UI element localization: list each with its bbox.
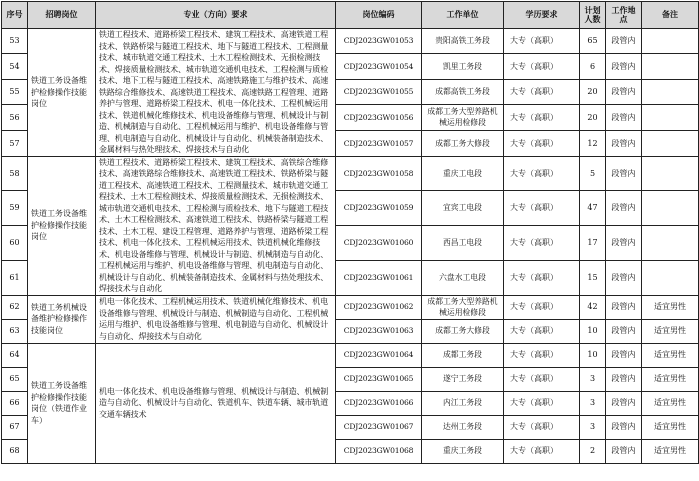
education-cell: 大专（高职）: [504, 439, 580, 463]
note-cell: [642, 54, 699, 79]
location-cell: 段管内: [606, 104, 642, 130]
note-cell: 适宜男性: [642, 367, 699, 391]
seq-cell: 60: [2, 226, 28, 261]
education-cell: 大专（高职）: [504, 226, 580, 261]
note-cell: 适宜男性: [642, 343, 699, 367]
count-cell: 2: [580, 439, 606, 463]
seq-cell: 57: [2, 131, 28, 156]
code-cell: CDJ2023GW01066: [336, 391, 422, 415]
code-cell: CDJ2023GW01053: [336, 29, 422, 54]
position-cell: 铁道工务设备维护检修操作技能岗位: [28, 156, 96, 295]
code-cell: CDJ2023GW01064: [336, 343, 422, 367]
major-cell: 铁道工程技术、道路桥梁工程技术、建筑工程技术、高速铁道工程技术、铁路桥梁与隧道工程技术、地下与隧道工程技术、工程测量技术、城市轨道交通工程技术、土木工程检测技术、无损检测技术、焊接质量检测技术、城市轨道交通机电技术、工程检测与质检技术、地下工程与隧道工程技术、高速铁路施工与维护技术、高速铁路综合维修技术、高速铁道工程技术、高速铁路工程管理、道路养护与管理、道路桥梁工程技术、机电一体化技术、工程机械运用技术、铁道机械化维修技术、机电设备维修与管理、机械设计与制造、机械制造与自动化、工程机械运用与维护、机电设备维修与管理、机电制造与自动化、机械设计与自动化、机械装备制造技术、金属材料与热处理技术、焊接技术与自动化: [96, 29, 336, 157]
location-cell: 段管内: [606, 391, 642, 415]
position-cell: 铁道工务设备维护检修操作技能岗位（铁道作业车）: [28, 343, 96, 463]
note-cell: [642, 260, 699, 295]
count-cell: 10: [580, 343, 606, 367]
education-cell: 大专（高职）: [504, 79, 580, 104]
note-cell: [642, 191, 699, 226]
note-cell: [642, 226, 699, 261]
major-cell: 机电一体化技术、机电设备维修与管理、机械设计与制造、机械制造与自动化、机械设计与自动化、铁道机车、铁道车辆、城市轨道交通车辆技术: [96, 343, 336, 463]
header-major: 专业（方向）要求: [96, 2, 336, 29]
code-cell: CDJ2023GW01055: [336, 79, 422, 104]
seq-cell: 65: [2, 367, 28, 391]
seq-cell: 62: [2, 295, 28, 319]
note-cell: 适宜男性: [642, 415, 699, 439]
major-cell: 铁道工程技术、道路桥梁工程技术、建筑工程技术、高铁综合维修技术、高速铁路综合维修技术、高速铁道工程技术、铁路桥梁与隧道工程技术、高速铁道工程技术、工程测量技术、城市轨道交通工程技术、土木工程检测技术、焊接质量检测技术、无损检测技术、城市轨道交通机电技术、工程检测与质检技术、地下与隧道工程技术、土木工程检测技术、高速铁道工程技术、铁路桥梁与隧道工程技术、土木工程、建设工程管理、道路养护与管理、道路桥梁工程技术、机电一体化技术、工程机械运用技术、铁道机械化维修技术、机电设备维修与管理、机械设计与制造、机械制造与自动化、工程机械运用与维护、机电设备维修与管理、机电制造与自动化、机械设计与自动化、机械装备制造技术、金属材料与热处理技术、焊接技术与自动化: [96, 156, 336, 295]
code-cell: CDJ2023GW01062: [336, 295, 422, 319]
code-cell: CDJ2023GW01054: [336, 54, 422, 79]
unit-cell: 西昌工电段: [422, 226, 504, 261]
unit-cell: 六盘水工电段: [422, 260, 504, 295]
seq-cell: 66: [2, 391, 28, 415]
seq-cell: 54: [2, 54, 28, 79]
code-cell: CDJ2023GW01063: [336, 319, 422, 343]
unit-cell: 成都工务大修段: [422, 319, 504, 343]
unit-cell: 成都工务大型养路机械运用检修段: [422, 104, 504, 130]
location-cell: 段管内: [606, 191, 642, 226]
education-cell: 大专（高职）: [504, 415, 580, 439]
note-cell: [642, 131, 699, 156]
unit-cell: 内江工务段: [422, 391, 504, 415]
location-cell: 段管内: [606, 415, 642, 439]
location-cell: 段管内: [606, 54, 642, 79]
header-code: 岗位编码: [336, 2, 422, 29]
seq-cell: 55: [2, 79, 28, 104]
unit-cell: 贵阳高铁工务段: [422, 29, 504, 54]
count-cell: 10: [580, 319, 606, 343]
seq-cell: 67: [2, 415, 28, 439]
seq-cell: 58: [2, 156, 28, 191]
education-cell: 大专（高职）: [504, 343, 580, 367]
code-cell: CDJ2023GW01061: [336, 260, 422, 295]
code-cell: CDJ2023GW01067: [336, 415, 422, 439]
unit-cell: 重庆工务段: [422, 439, 504, 463]
table-row: [2, 343, 699, 367]
count-cell: 3: [580, 415, 606, 439]
header-note: 备注: [642, 2, 699, 29]
count-cell: 65: [580, 29, 606, 54]
table-row: [2, 29, 699, 54]
seq-cell: 56: [2, 104, 28, 130]
unit-cell: 遂宁工务段: [422, 367, 504, 391]
unit-cell: 成都工务大型养路机械运用检修段: [422, 295, 504, 319]
table-body: [2, 29, 699, 464]
count-cell: 6: [580, 54, 606, 79]
count-cell: 12: [580, 131, 606, 156]
location-cell: 段管内: [606, 29, 642, 54]
education-cell: 大专（高职）: [504, 191, 580, 226]
unit-cell: 宜宾工电段: [422, 191, 504, 226]
seq-cell: 59: [2, 191, 28, 226]
seq-cell: 61: [2, 260, 28, 295]
unit-cell: 成都工务段: [422, 343, 504, 367]
count-cell: 15: [580, 260, 606, 295]
code-cell: CDJ2023GW01060: [336, 226, 422, 261]
note-cell: [642, 29, 699, 54]
table-header: [2, 2, 699, 29]
education-cell: 大专（高职）: [504, 260, 580, 295]
header-count: 计划人数: [580, 2, 606, 29]
education-cell: 大专（高职）: [504, 29, 580, 54]
seq-cell: 68: [2, 439, 28, 463]
location-cell: 段管内: [606, 131, 642, 156]
unit-cell: 成都高铁工务段: [422, 79, 504, 104]
location-cell: 段管内: [606, 343, 642, 367]
note-cell: 适宜男性: [642, 319, 699, 343]
location-cell: 段管内: [606, 260, 642, 295]
seq-cell: 64: [2, 343, 28, 367]
code-cell: CDJ2023GW01065: [336, 367, 422, 391]
count-cell: 17: [580, 226, 606, 261]
code-cell: CDJ2023GW01056: [336, 104, 422, 130]
education-cell: 大专（高职）: [504, 319, 580, 343]
recruitment-table: [1, 1, 699, 464]
count-cell: 20: [580, 79, 606, 104]
education-cell: 大专（高职）: [504, 391, 580, 415]
count-cell: 20: [580, 104, 606, 130]
note-cell: [642, 79, 699, 104]
location-cell: 段管内: [606, 367, 642, 391]
count-cell: 47: [580, 191, 606, 226]
location-cell: 段管内: [606, 295, 642, 319]
location-cell: 段管内: [606, 79, 642, 104]
unit-cell: 凯里工务段: [422, 54, 504, 79]
note-cell: 适宜男性: [642, 295, 699, 319]
unit-cell: 达州工务段: [422, 415, 504, 439]
education-cell: 大专（高职）: [504, 295, 580, 319]
education-cell: 大专（高职）: [504, 367, 580, 391]
header-location: 工作地点: [606, 2, 642, 29]
education-cell: 大专（高职）: [504, 54, 580, 79]
major-cell: 机电一体化技术、工程机械运用技术、铁道机械化维修技术、机电设备维修与管理、机械设计与制造、机械制造与自动化、工程机械运用与维护、机电设备维修与管理、机电制造与自动化、机械设计与自动化、焊接技术与自动化: [96, 295, 336, 343]
education-cell: 大专（高职）: [504, 104, 580, 130]
header-position: 招聘岗位: [28, 2, 96, 29]
code-cell: CDJ2023GW01059: [336, 191, 422, 226]
education-cell: 大专（高职）: [504, 156, 580, 191]
count-cell: 3: [580, 391, 606, 415]
header-education: 学历要求: [504, 2, 580, 29]
position-cell: 铁道工务设备维护检修操作技能岗位: [28, 29, 96, 157]
note-cell: 适宜男性: [642, 391, 699, 415]
note-cell: [642, 104, 699, 130]
education-cell: 大专（高职）: [504, 131, 580, 156]
unit-cell: 成都工务大修段: [422, 131, 504, 156]
table-row: [2, 156, 699, 191]
location-cell: 段管内: [606, 156, 642, 191]
count-cell: 3: [580, 367, 606, 391]
code-cell: CDJ2023GW01058: [336, 156, 422, 191]
code-cell: CDJ2023GW01057: [336, 131, 422, 156]
position-cell: 铁道工务机械设备维护检修操作技能岗位: [28, 295, 96, 343]
count-cell: 42: [580, 295, 606, 319]
count-cell: 5: [580, 156, 606, 191]
header-seq: 序号: [2, 2, 28, 29]
seq-cell: 63: [2, 319, 28, 343]
table-row: [2, 295, 699, 319]
location-cell: 段管内: [606, 439, 642, 463]
seq-cell: 53: [2, 29, 28, 54]
unit-cell: 重庆工电段: [422, 156, 504, 191]
note-cell: 适宜男性: [642, 439, 699, 463]
note-cell: [642, 156, 699, 191]
location-cell: 段管内: [606, 226, 642, 261]
location-cell: 段管内: [606, 319, 642, 343]
code-cell: CDJ2023GW01068: [336, 439, 422, 463]
header-unit: 工作单位: [422, 2, 504, 29]
